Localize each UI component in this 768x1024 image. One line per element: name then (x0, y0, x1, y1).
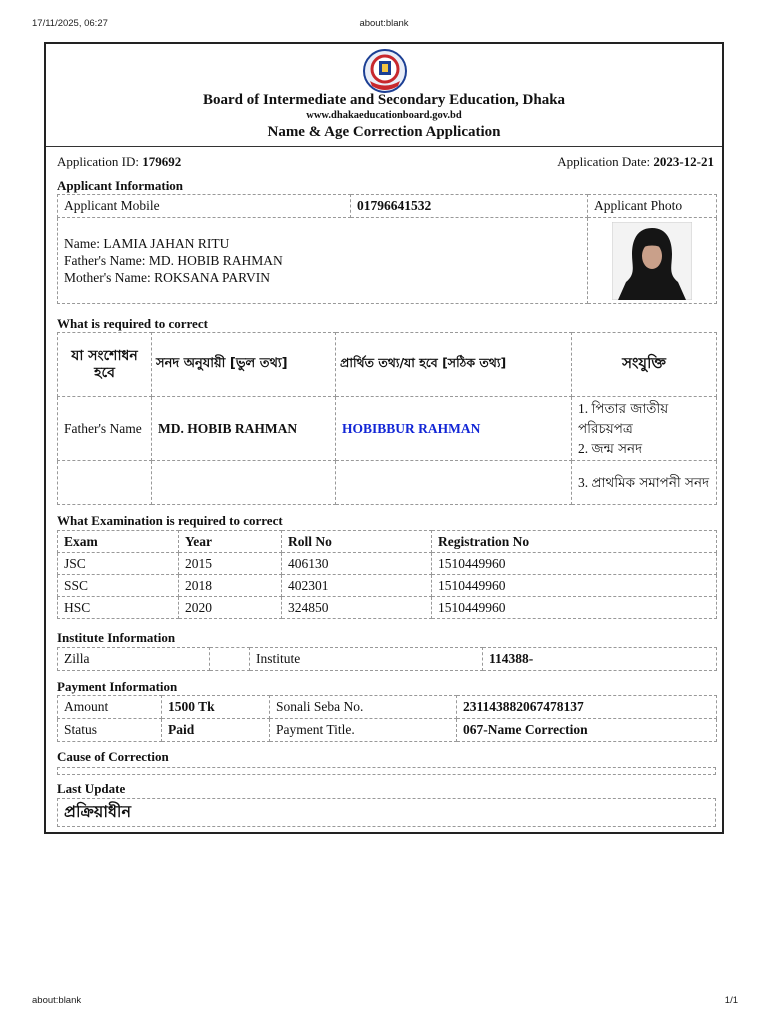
exam-table (57, 530, 717, 619)
institute-section-title: Institute Information (57, 630, 176, 645)
institute-table (57, 647, 717, 671)
seba-value: 231143882067478137 (457, 696, 717, 719)
table-row: JSC 2015 406130 1510449960 (58, 553, 717, 575)
cause-section-title: Cause of Correction (57, 749, 169, 764)
application-date (557, 154, 714, 170)
cause-value (58, 768, 716, 775)
applicant-name: Name: LAMIA JAHAN RITU (64, 236, 230, 251)
application-date-label: Application Date: (557, 154, 651, 169)
seba-label: Sonali Seba No. (270, 696, 457, 719)
form-title: Name & Age Correction Application (267, 124, 501, 140)
amount-value: 1500 Tk (162, 696, 270, 719)
application-id (57, 154, 181, 170)
attachment-3: প্রাথমিক সমাপনী সনদ (591, 474, 710, 491)
print-datetime: 17/11/2025, 06:27 (32, 18, 108, 29)
status-value: Paid (162, 719, 270, 742)
attachment-1: পিতার জাতীয় পরিচয়পত্র (578, 400, 669, 437)
exam-header-year: Year (179, 531, 282, 553)
correction-table (57, 332, 717, 505)
application-date-value: 2023-12-21 (653, 154, 714, 169)
payment-title-label: Payment Title. (270, 719, 457, 742)
last-update-section-title: Last Update (57, 781, 126, 796)
application-form (44, 42, 724, 834)
exam-header-exam: Exam (58, 531, 179, 553)
mobile-value: 01796641532 (351, 195, 588, 218)
applicant-names (58, 218, 588, 304)
exam-header-roll: Roll No (282, 531, 432, 553)
last-update-table (57, 798, 716, 827)
photo-label: Applicant Photo (588, 195, 717, 218)
amount-label: Amount (58, 696, 162, 719)
form-header (46, 44, 722, 147)
institute-value: 114388- (483, 648, 717, 671)
payment-table (57, 695, 717, 742)
board-name: Board of Intermediate and Secondary Education, Dhaka (202, 92, 566, 108)
attachment-1-num: 1. (578, 400, 589, 416)
last-update-value: প্রক্রিয়াধীন (58, 799, 716, 827)
attachment-2-num: 2. (578, 440, 589, 456)
exam-header-registration: Registration No (432, 531, 717, 553)
col-header-attachment: সংযুক্তি (572, 333, 717, 397)
mobile-label: Applicant Mobile (58, 195, 351, 218)
correction-field: Father's Name (58, 397, 152, 461)
attachment-2: জন্ম সনদ (591, 440, 643, 457)
correction-section-title: What is required to correct (57, 316, 208, 331)
col-header-field: যা সংশোধন হবে (58, 333, 152, 397)
print-url: about:blank (359, 18, 409, 29)
board-website: www.dhakaeducationboard.gov.bd (306, 110, 462, 121)
photo-cell (588, 218, 717, 304)
attachments-1-2 (572, 397, 717, 461)
applicant-photo (612, 222, 692, 300)
father-name: Father's Name: MD. HOBIB RAHMAN (64, 253, 283, 268)
cause-table (57, 767, 716, 775)
exam-header-row (58, 531, 717, 553)
payment-section-title: Payment Information (57, 679, 178, 694)
applicant-section-title: Applicant Information (57, 178, 184, 193)
browser-print-header (0, 18, 768, 32)
status-label: Status (58, 719, 162, 742)
board-seal-icon (362, 48, 408, 94)
mother-name: Mother's Name: ROKSANA PARVIN (64, 270, 270, 285)
zilla-value (210, 648, 250, 671)
col-header-wrong: সনদ অনুযায়ী [ভুল তথ্য] (152, 333, 336, 397)
attachment-3-cell (572, 461, 717, 505)
institute-label: Institute (250, 648, 483, 671)
attachment-3-num: 3. (578, 474, 589, 490)
application-id-value: 179692 (142, 154, 182, 169)
zilla-label: Zilla (58, 648, 210, 671)
application-id-label: Application ID: (57, 154, 139, 169)
payment-title-value: 067-Name Correction (457, 719, 717, 742)
applicant-table (57, 194, 717, 304)
page-count: 1/1 (724, 995, 738, 1006)
table-row: HSC 2020 324850 1510449960 (58, 597, 717, 619)
footer-url: about:blank (32, 995, 82, 1006)
col-header-correct: প্রার্থিত তথ্য/যা হবে [সঠিক তথ্য] (336, 333, 572, 397)
correction-correct-value: HOBIBBUR RAHMAN (336, 397, 572, 461)
correction-wrong-value: MD. HOBIB RAHMAN (152, 397, 336, 461)
table-row: SSC 2018 402301 1510449960 (58, 575, 717, 597)
exam-section-title: What Examination is required to correct (57, 513, 283, 528)
